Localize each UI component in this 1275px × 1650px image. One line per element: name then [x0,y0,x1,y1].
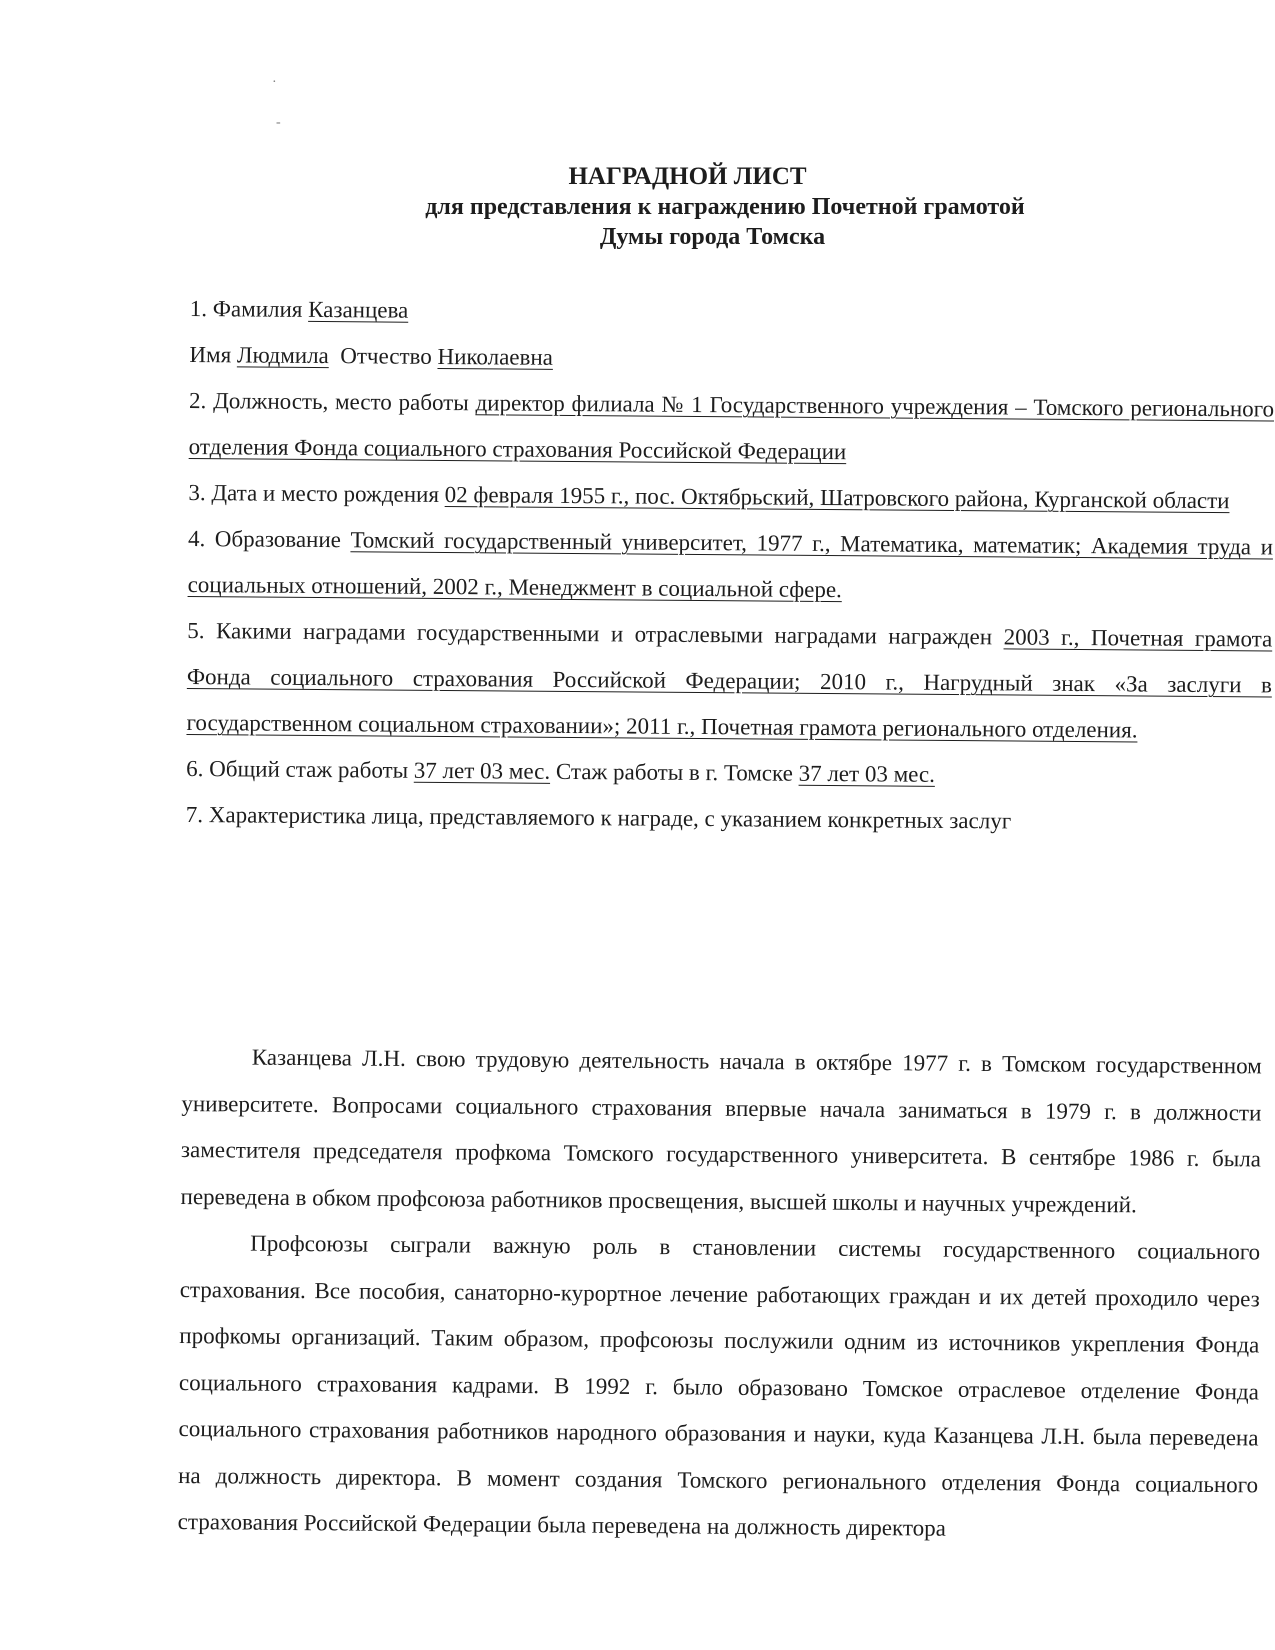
position-label: 2. Должность, место работы [189,387,469,416]
scan-speck: · [272,75,277,90]
characteristic-text [178,1034,1262,1555]
surname-label: 1. Фамилия [189,295,303,322]
scan-speck: - [276,115,281,130]
characteristic-label: 7. Характеристика лица, представляемого к награде, с указанием конкретных заслуг [185,801,1012,834]
tomsk-experience-value: 37 лет 03 мес. [798,760,936,787]
name-label: Имя [189,341,232,368]
education-label: 4. Образование [187,525,342,553]
patronymic-label: Отчество [340,343,432,369]
experience-value: 37 лет 03 мес. [413,757,551,784]
position-value: директор филиала № 1 Государственного учреждения – Томского регионального отделения Фонда социального страхования Российской Федерации [188,390,1275,465]
experience-label: 6. Общий стаж работы [186,755,409,783]
awards-value: 2003 г., Почетная грамота Фонда социального страхования Российской Федерации; 2010 г., Нагрудный знак «За заслуги в государственном социальном страховании»; 2011 г., Почетная грамота регионального отделения. [186,624,1273,743]
name-value: Людмила [236,342,329,369]
document-title: НАГРАДНОЙ ЛИСТ [568,163,807,190]
birth-value: 02 февраля 1955 г., пос. Октябрьский, Шатровского района, Курганской области [444,482,1230,514]
education-row [187,516,1273,617]
award-form [186,286,1275,847]
body-paragraph: Казанцева Л.Н. свою трудовую деятельность начала в октябре 1977 г. в Томском государственном университете. Вопросами социального страхования впервые начала заниматься в 1979 г. в должности заместителя председателя профкома Томского государственного университета. В сентябре 1986 г. была переведена в обком профсоюза работников просвещения, высшей школы и научных учреждений. [180,1044,1262,1217]
birth-label: 3. Дата и место рождения [188,479,440,507]
awards-label: 5. Какими наградами государственными и отраслевыми наградами награжден [187,617,993,650]
patronymic-value: Николаевна [437,343,554,370]
document-subtitle-2: Думы города Томска [599,224,826,250]
education-value: Томский государственный университет, 1977 г., Математика, математик; Академия труда и социальных отношений, 2002 г., Менеджмент в социальной сфере. [187,527,1274,603]
awards-row [186,608,1272,755]
tomsk-experience-label: Стаж работы в г. Томске [555,758,793,786]
document-header [0,162,1275,252]
surname-value: Казанцева [308,296,409,323]
position-row [189,378,1275,479]
characteristic-row [186,792,1271,847]
body-paragraph: Профсоюзы сыграли важную роль в становлении системы государственного социального страхования. Все пособия, санаторно-курортное лечение работающих граждан и их детей проходило через профкомы организаций. Таким образом, профсоюзы послужили одним из источников укрепления Фонда социального страхования кадрами. В 1992 г. было образовано Томское отраслевое отделение Фонда социального страхования работников народного образования и науки, куда Казанцева Л.Н. была переведена на должность директора. В момент создания Томского регионального отделения Фонда социального страхования Российской Федерации была переведена на должность директора [177,1230,1261,1541]
document-subtitle: для представления к награждению Почетной грамотой [425,194,1025,220]
